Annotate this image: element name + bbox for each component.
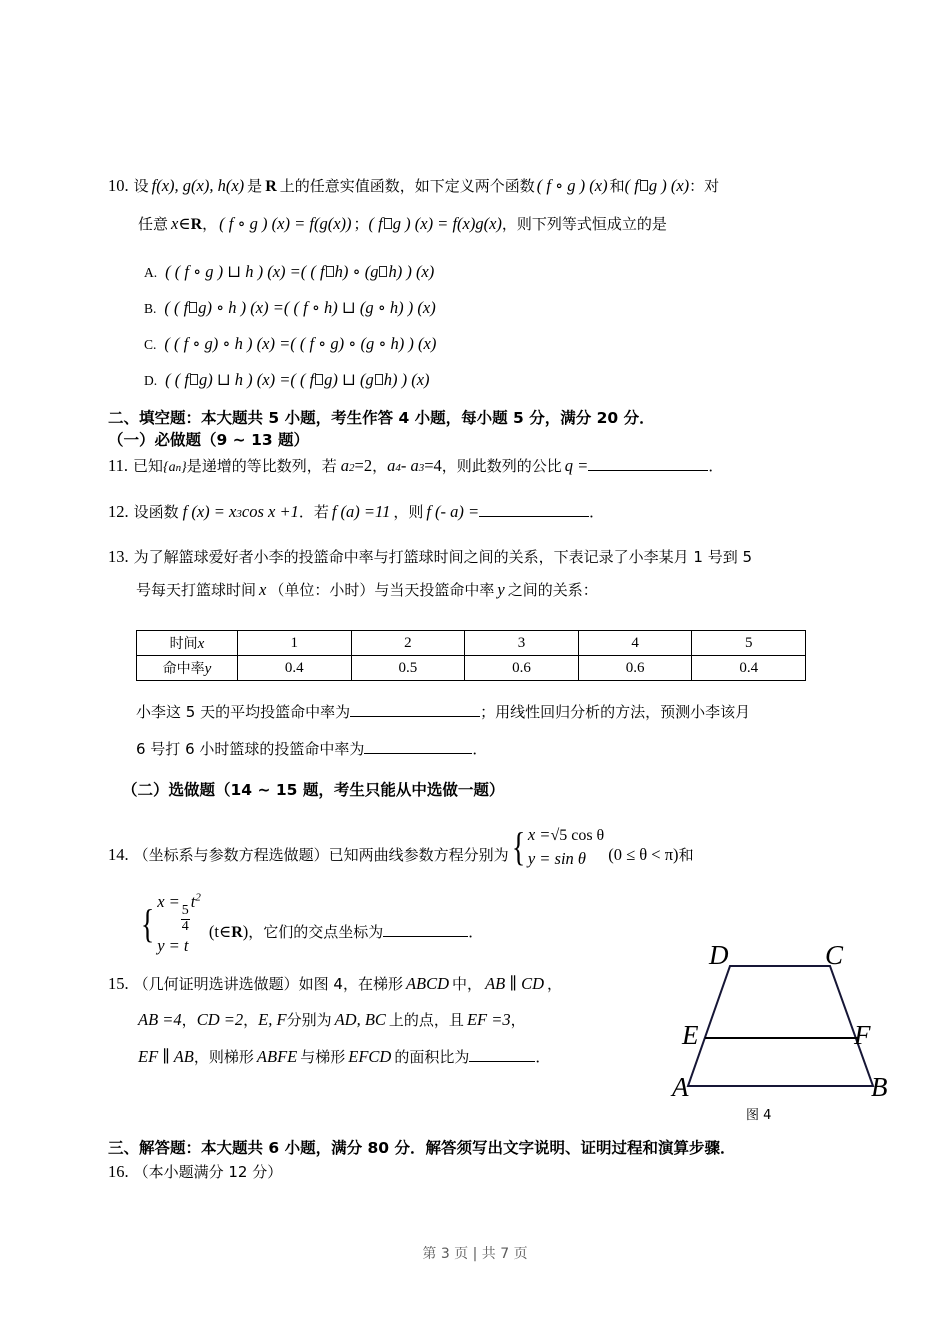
question-11: [108, 457, 723, 475]
q10-text-1: 设: [133, 177, 149, 195]
q15-line-2j: ，: [510, 1011, 526, 1029]
q11-text-3: ，: [372, 457, 388, 476]
unknown-glyph-icon: [379, 266, 387, 277]
q11-answer-blank[interactable]: [588, 457, 708, 471]
section-2-required-subheading: [108, 428, 309, 450]
q14-system-1: [509, 823, 605, 871]
section-2-optional-subheading: [122, 778, 504, 800]
table-cell: 4: [578, 631, 692, 656]
q15-line-2d: ，: [243, 1011, 259, 1029]
option-d-part-1: ( ( f: [165, 370, 189, 389]
q13-after-2a: 6 号打 6 小时篮球的投篮命中率为: [136, 740, 365, 759]
question-15-line-3: [138, 1048, 550, 1066]
q13-var-y: y: [497, 580, 505, 599]
question-16: [108, 1164, 282, 1181]
section-2-optional-text: （二）选做题（14 ~ 15 题，考生只能从中选做一题）: [122, 781, 505, 799]
unknown-glyph-icon: [189, 302, 197, 313]
q15-trapezoid-efcd: EFCD: [348, 1047, 392, 1067]
q14-fraction-five-fourths: [181, 904, 190, 934]
q11-sequence-index: n: [175, 462, 182, 475]
q13-line-2b: （单位：小时）与当天投篮命中率: [269, 581, 495, 599]
q15-line-3d: 与梯形: [300, 1048, 346, 1067]
q14-system-1-rows: [528, 823, 604, 871]
q15-ef-length: EF =3: [466, 1010, 511, 1029]
q10-formula-prod-a: ( f: [624, 176, 639, 195]
q14-period: ．: [468, 922, 484, 941]
table-header-accuracy-var: y: [204, 661, 212, 677]
q14-eq3-t: t: [190, 892, 196, 911]
q15-trapezoid-abcd: ABCD: [405, 974, 450, 993]
q11-sequence-open: {a: [163, 460, 176, 476]
q14-condition-t-reals: R: [231, 923, 243, 941]
fraction-denominator: 4: [181, 918, 189, 934]
option-b-label: B.: [144, 301, 157, 316]
q14-system-2: [138, 890, 201, 958]
figure-4-trapezoid: [668, 946, 898, 1126]
q15-segments-ad-bc: AD, BC: [334, 1010, 386, 1029]
table-header-time-label: 时间: [169, 636, 198, 652]
option-b-part-2: g) ∘ h ) (x) =( ( f ∘ h) ⊔ (g ∘ h) ) (x): [198, 298, 436, 317]
table-cell: 5: [692, 631, 806, 656]
q10b-formula-prod-a: ( f: [368, 214, 383, 233]
q11-text-2: 是递增的等比数列，若: [186, 457, 337, 476]
q15-period: ．: [535, 1048, 551, 1067]
q14-condition-t-close: ): [242, 921, 249, 941]
section-2-required-text: （一）必做题（9 ~ 13 题）: [108, 431, 310, 449]
q15-cd-length: CD =2: [196, 1010, 244, 1029]
question-13-number: 13.: [108, 547, 129, 566]
question-15-line-2: [138, 1012, 526, 1029]
q11-a4: a: [387, 456, 396, 476]
q14-text-1: （坐标系与参数方程选做题）已知两曲线参数方程分别为: [133, 845, 509, 864]
q10-formula-compose: ( f ∘ g ) (x): [536, 176, 608, 195]
question-10-option-d[interactable]: [144, 370, 430, 390]
section-3-heading-text: 三、解答题：本大题共 6 小题，满分 80 分．解答须写出文字说明、证明过程和演算步骤．: [108, 1139, 736, 1157]
q15-line-1a: （几何证明选讲选做题）如图 4，在梯形: [133, 975, 403, 993]
option-c-label: C.: [144, 337, 157, 352]
q10-symbol-reals: R: [265, 178, 277, 195]
q10-formula-prod-b: g ) (x): [648, 176, 690, 195]
option-d-part-3: g) ⊔ (g: [324, 370, 374, 389]
q15-points-ef: E, F: [258, 1010, 287, 1029]
q10b-text-2: ，: [202, 215, 218, 233]
option-c-part-1: ( ( f ∘ g) ∘ h ) (x) =( ( f ∘ g) ∘ (g ∘ h) ) (x): [164, 334, 437, 353]
q10b-symbol-reals: R: [190, 216, 203, 233]
q15-parallel-ef-ab: EF ∥ AB: [138, 1047, 194, 1067]
q12-text-2: ．若: [298, 503, 329, 522]
table-header-accuracy: [137, 656, 238, 681]
q11-ratio-q: q =: [564, 456, 589, 476]
vertex-label-C: C: [825, 946, 844, 970]
q11-text-4: ，则此数列的公比: [441, 457, 562, 476]
q15-parallel-ab-cd: AB ∥ CD: [485, 974, 545, 993]
q15-line-2b: ，: [181, 1011, 197, 1029]
section-2-heading: [108, 406, 655, 428]
vertex-label-A: A: [672, 1072, 689, 1101]
q10b-text-4: ，则下列等式恒成立的是: [501, 215, 667, 233]
unknown-glyph-icon: [640, 180, 648, 191]
q15-line-2f: 分别为: [286, 1011, 332, 1029]
table-header-time: [137, 631, 238, 656]
table-cell: 3: [465, 631, 579, 656]
table-row-time: [137, 631, 806, 656]
q11-sequence-close: }: [181, 460, 187, 476]
q10-text-5: ：对: [689, 177, 720, 195]
question-13-line-1: [108, 549, 752, 566]
q12-answer-blank[interactable]: [479, 503, 589, 517]
table-cell: 0.5: [351, 656, 465, 681]
vertex-label-F: F: [854, 1020, 871, 1050]
table-header-accuracy-label: 命中率: [162, 661, 205, 677]
q13-line-1-text: 为了解篮球爱好者小李的投篮命中率与打篮球时间之间的关系，下表记录了小李某月 1 号到 5: [133, 548, 753, 566]
table-cell: 1: [238, 631, 352, 656]
question-10-option-c[interactable]: [144, 334, 436, 354]
question-15-number: 15.: [108, 974, 129, 993]
q12-text-3: ，则: [393, 503, 424, 522]
q12-function-def: f (x) = x: [182, 502, 237, 522]
table-cell: 0.6: [465, 656, 579, 681]
q12-f-neg-a: f (- a) =: [426, 502, 480, 522]
q13-var-x: x: [259, 580, 267, 599]
q10b-formula-prod-b: g ) (x) = f(x)g(x): [392, 214, 502, 233]
trapezoid-outline: [688, 966, 873, 1086]
option-d-part-2: g) ⊔ h ) (x) =( ( f: [198, 370, 315, 389]
q11-minus-a3: - a: [400, 456, 419, 476]
question-14-number: 14.: [108, 844, 129, 864]
q14-condition-theta: (0 ≤ θ < π): [608, 844, 679, 864]
option-a-part-2: h) ∘ (g: [334, 262, 379, 281]
question-16-text: （本小题满分 12 分）: [133, 1163, 283, 1181]
option-d-part-4: h) ) (x): [383, 370, 430, 389]
q11-a2-index: 2: [349, 462, 355, 475]
trapezoid-diagram-svg: [668, 946, 898, 1101]
q11-a3-index: 3: [418, 462, 425, 475]
q10-text-4: 和: [609, 177, 625, 195]
question-12: [108, 503, 604, 521]
q12-fa-value: f (a) =11: [331, 502, 391, 522]
q10b-formula-compose-def: ( f ∘ g ) (x) = f(g(x)): [219, 214, 352, 233]
q11-period: ．: [708, 457, 724, 476]
table-header-time-var: x: [197, 636, 205, 652]
vertex-label-D: D: [709, 946, 729, 970]
q14-eq2: y = sin θ: [527, 849, 587, 869]
q12-text-1: 设函数: [133, 503, 179, 522]
table-row-accuracy: [137, 656, 806, 681]
question-10-number: 10.: [108, 176, 129, 195]
unknown-glyph-icon: [384, 218, 392, 229]
q12-period: ．: [589, 503, 605, 522]
option-a-label: A.: [144, 265, 158, 280]
q14-eq4: y = t: [157, 936, 189, 956]
question-10-line-1: [108, 178, 719, 195]
q15-trapezoid-abfe: ABFE: [256, 1047, 298, 1067]
q13-after-1b: ；用线性回归分析的方法，预测小李该月: [480, 703, 751, 722]
option-b-part-1: ( ( f: [164, 298, 189, 317]
q10-formula-functions: f(x), g(x), h(x): [151, 176, 245, 195]
table-cell: 0.6: [578, 656, 692, 681]
unknown-glyph-icon: [315, 374, 323, 385]
question-12-number: 12.: [108, 502, 129, 522]
q15-line-3f: 的面积比为: [394, 1048, 470, 1067]
q10-text-2: 是: [247, 177, 263, 195]
table-cell: 0.4: [238, 656, 352, 681]
left-brace-icon: {: [511, 823, 525, 869]
shooting-accuracy-table: [136, 630, 806, 681]
q13-after-1a: 小李这 5 天的平均投篮命中率为: [136, 703, 351, 722]
question-13-after-2: [136, 740, 487, 757]
q13-answer-blank-average[interactable]: [350, 703, 480, 717]
q13-answer-blank-prediction[interactable]: [364, 740, 472, 754]
question-13-line-2: [136, 582, 598, 599]
q14-eq3-exponent: 2: [195, 891, 201, 904]
q14-system-2-rows: [157, 890, 201, 958]
question-11-number: 11.: [108, 456, 129, 476]
question-16-number: 16.: [108, 1162, 129, 1181]
question-10-option-b[interactable]: [144, 298, 436, 318]
q13-line-2a: 号每天打篮球时间: [136, 581, 257, 599]
option-a-part-1: ( ( f ∘ g ) ⊔ h ) (x) =( ( f: [165, 262, 325, 281]
figure-4-caption: 图 4: [746, 1108, 772, 1123]
unknown-glyph-icon: [326, 266, 334, 277]
question-13-after-1: [136, 703, 750, 720]
q14-eq1-lhs: x =: [527, 825, 551, 844]
q14-eq1-rhs: √5 cos θ: [550, 827, 605, 844]
q14-text-3: ，它们的交点坐标为: [248, 922, 384, 941]
q14-answer-blank[interactable]: [383, 923, 468, 937]
q15-line-2h: 上的点，且: [388, 1011, 464, 1029]
option-a-part-3: h) ) (x): [388, 262, 435, 281]
q11-text-1: 已知: [133, 457, 164, 476]
table-cell: 2: [351, 631, 465, 656]
q15-answer-blank[interactable]: [469, 1048, 535, 1062]
vertex-label-E: E: [682, 1020, 699, 1050]
q11-a2: a: [340, 456, 350, 476]
q11-a2-value: =2: [354, 456, 373, 476]
q11-a4-index: 4: [395, 462, 401, 475]
q14-text-2: 和: [678, 845, 694, 864]
q13-after-2b: ．: [472, 740, 488, 759]
question-14-line-2: [138, 890, 483, 958]
q12-function-rest: cos x +1: [241, 502, 299, 522]
question-14-line-1: [108, 823, 694, 871]
q15-ab-length: AB =4: [138, 1010, 182, 1029]
unknown-glyph-icon: [375, 374, 383, 385]
question-10-option-a[interactable]: [144, 262, 434, 282]
q13-line-2c: 之间的关系：: [507, 581, 598, 599]
section-3-heading: [108, 1136, 735, 1158]
q12-exponent: 3: [236, 508, 242, 521]
q11-diff-value: =4: [424, 456, 442, 476]
q10b-text-1: 任意: [138, 215, 169, 233]
q15-line-3b: ，则梯形: [193, 1048, 254, 1067]
q15-line-1c: 中，: [452, 975, 483, 993]
fraction-numerator: 5: [181, 903, 189, 918]
vertex-label-B: B: [871, 1072, 888, 1101]
q10-text-3: 上的任意实值函数，如下定义两个函数: [279, 177, 535, 195]
q14-condition-t-open: (t∈: [208, 921, 232, 941]
page-footer: 第 3 页 | 共 7 页: [422, 1246, 528, 1262]
question-15-line-1: [108, 976, 562, 993]
option-d-label: D.: [144, 373, 158, 388]
question-10-line-2: [138, 216, 667, 233]
section-2-heading-text: 二、填空题：本大题共 5 小题，考生作答 4 小题，每小题 5 分，满分 20 分．: [108, 409, 655, 427]
q14-eq3-lhs: x =: [157, 892, 180, 911]
q15-line-1e: ，: [547, 975, 563, 993]
q10b-formula-x-in: x∈: [171, 214, 191, 233]
unknown-glyph-icon: [190, 374, 198, 385]
left-brace-icon: {: [140, 900, 155, 946]
q10b-text-3: ；: [353, 215, 369, 233]
table-cell: 0.4: [692, 656, 806, 681]
